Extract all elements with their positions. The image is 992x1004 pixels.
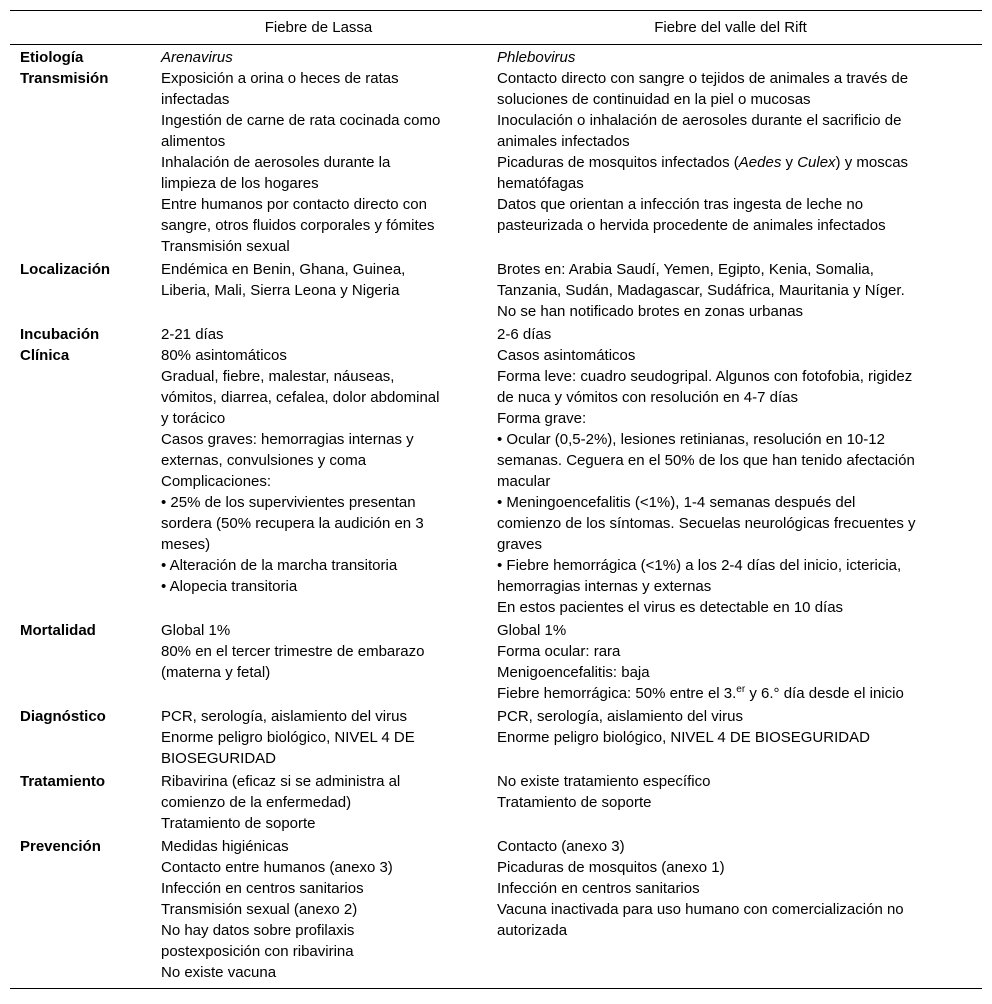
row-label: Incubación: [20, 326, 100, 343]
row-label: Localización: [20, 261, 111, 278]
cell-line: Medidas higiénicas: [161, 838, 289, 855]
cell-line: (materna y fetal): [161, 664, 271, 681]
cell-lassa: [150, 324, 487, 345]
cell-line: Vacuna inactivada para uso humano con comercialización no: [497, 901, 904, 918]
cell-rift: [487, 324, 982, 345]
cell-line: 2-6 días: [497, 326, 552, 343]
cell-line: Forma ocular: rara: [497, 643, 621, 660]
cell-line: 80% en el tercer trimestre de embarazo: [161, 643, 425, 660]
cell-line: • Alopecia transitoria: [161, 578, 298, 595]
table-header-row: [10, 11, 982, 45]
cell-line: Contacto (anexo 3): [497, 838, 625, 855]
cell-line: soluciones de continuidad en la piel o mucosas: [497, 91, 811, 108]
row-tratamiento: [10, 771, 982, 834]
cell-line: Global 1%: [161, 622, 231, 639]
cell-line: Liberia, Mali, Sierra Leona y Nigeria: [161, 282, 400, 299]
cell-line: meses): [161, 536, 211, 553]
cell-line: Infección en centros sanitarios: [497, 880, 700, 897]
cell-rift: [487, 47, 982, 68]
cell-lassa: [150, 771, 487, 834]
cell-line: Casos asintomáticos: [497, 347, 636, 364]
cell-line: Tratamiento de soporte: [497, 794, 652, 811]
cell-line: comienzo de la enfermedad): [161, 794, 352, 811]
cell-line: sangre, otros fluidos corporales y fómites: [161, 217, 435, 234]
row-localizacion: [10, 259, 982, 322]
cell-line: No existe vacuna: [161, 964, 277, 981]
row-label: Clínica: [20, 347, 70, 364]
cell-line: de nuca y vómitos con resolución en 4-7 días: [497, 389, 799, 406]
cell-line: sordera (50% recupera la audición en 3: [161, 515, 424, 532]
row-label: Transmisión: [20, 70, 109, 87]
cell-line: BIOSEGURIDAD: [161, 750, 277, 767]
cell-line: Global 1%: [497, 622, 567, 639]
cell-line: Arenavirus: [161, 49, 233, 66]
cell-line: • Meningoencefalitis (<1%), 1-4 semanas después del: [497, 494, 856, 511]
cell-line: infectadas: [161, 91, 230, 108]
cell-line: No se han notificado brotes en zonas urbanas: [497, 303, 804, 320]
cell-line: Contacto directo con sangre o tejidos de animales a través de: [497, 70, 909, 87]
cell-line: Infección en centros sanitarios: [161, 880, 364, 897]
cell-rift: [487, 345, 982, 618]
row-etiologia: [10, 47, 982, 68]
cell-lassa: [150, 706, 487, 769]
cell-line: PCR, serología, aislamiento del virus: [161, 708, 407, 725]
cell-line: postexposición con ribavirina: [161, 943, 354, 960]
cell-line: 2-21 días: [161, 326, 224, 343]
row-prevencion: [10, 836, 982, 983]
cell-line: Ribavirina (eficaz si se administra al: [161, 773, 401, 790]
cell-line: Forma grave:: [497, 410, 587, 427]
cell-line: • Ocular (0,5-2%), lesiones retinianas, resolución en 10-12: [497, 431, 885, 448]
header-lassa: Fiebre de Lassa: [264, 19, 373, 36]
cell-line: autorizada: [497, 922, 568, 939]
row-diagnostico: [10, 706, 982, 769]
cell-line: Exposición a orina o heces de ratas: [161, 70, 399, 87]
cell-rift: [487, 620, 982, 704]
cell-line: • Fiebre hemorrágica (<1%) a los 2-4 días del inicio, ictericia,: [497, 557, 902, 574]
text-fragment: y 6.° día desde el inicio: [745, 685, 904, 702]
cell-line: semanas. Ceguera en el 50% de los que han tenido afectación: [497, 452, 915, 469]
cell-line: macular: [497, 473, 551, 490]
cell-line: alimentos: [161, 133, 226, 150]
row-label: Prevención: [20, 838, 101, 855]
cell-line: Transmisión sexual (anexo 2): [161, 901, 358, 918]
cell-line: graves: [497, 536, 543, 553]
cell-rift: [487, 706, 982, 748]
row-transmision: [10, 68, 982, 257]
cell-line: Inoculación o inhalación de aerosoles durante el sacrificio de: [497, 112, 902, 129]
cell-line: Datos que orientan a infección tras ingesta de leche no: [497, 196, 864, 213]
cell-line: Picaduras de mosquitos (anexo 1): [497, 859, 725, 876]
row-label: Tratamiento: [20, 773, 106, 790]
cell-line: • Alteración de la marcha transitoria: [161, 557, 398, 574]
cell-line: y torácico: [161, 410, 226, 427]
row-label: Mortalidad: [20, 622, 96, 639]
header-rift: Fiebre del valle del Rift: [654, 19, 807, 36]
cell-line: Contacto entre humanos (anexo 3): [161, 859, 393, 876]
cell-line: [497, 683, 974, 704]
cell-line: externas, convulsiones y coma: [161, 452, 367, 469]
cell-lassa: [150, 836, 487, 983]
cell-line: Endémica en Benin, Ghana, Guinea,: [161, 261, 406, 278]
cell-line: Brotes en: Arabia Saudí, Yemen, Egipto, Kenia, Somalia,: [497, 261, 874, 278]
cell-line: PCR, serología, aislamiento del virus: [497, 708, 743, 725]
cell-line: Enorme peligro biológico, NIVEL 4 DE BIOSEGURIDAD: [497, 729, 870, 746]
cell-line: No existe tratamiento específico: [497, 773, 711, 790]
cell-lassa: [150, 620, 487, 683]
cell-line: Forma leve: cuadro seudogripal. Algunos con fotofobia, rigidez: [497, 368, 913, 385]
superscript: er: [736, 684, 746, 695]
text-fragment: Fiebre hemorrágica: 50% entre el 3.: [497, 685, 737, 702]
cell-line: [497, 152, 974, 173]
cell-line: Tratamiento de soporte: [161, 815, 316, 832]
cell-line: Ingestión de carne de rata cocinada como: [161, 112, 441, 129]
row-label: Diagnóstico: [20, 708, 106, 725]
cell-line: • 25% de los supervivientes presentan: [161, 494, 416, 511]
cell-lassa: [150, 47, 487, 68]
cell-line: No hay datos sobre profilaxis: [161, 922, 355, 939]
cell-line: Complicaciones:: [161, 473, 272, 490]
cell-rift: [487, 259, 982, 322]
cell-line: Phlebovirus: [497, 49, 576, 66]
row-incubacion: [10, 324, 982, 345]
row-clinica: [10, 345, 982, 618]
row-mortalidad: [10, 620, 982, 704]
cell-rift: [487, 771, 982, 813]
text-fragment: Culex: [797, 154, 836, 171]
text-fragment: ) y moscas: [835, 154, 909, 171]
cell-lassa: [150, 259, 487, 301]
cell-line: Tanzania, Sudán, Madagascar, Sudáfrica, Mauritania y Níger.: [497, 282, 905, 299]
cell-lassa: [150, 68, 487, 257]
cell-rift: [487, 68, 982, 236]
comparison-table: [10, 10, 982, 989]
cell-line: animales infectados: [497, 133, 630, 150]
text-fragment: y: [781, 154, 798, 171]
cell-line: Gradual, fiebre, malestar, náuseas,: [161, 368, 395, 385]
cell-line: En estos pacientes el virus es detectable en 10 días: [497, 599, 844, 616]
text-fragment: Aedes: [738, 154, 782, 171]
cell-line: hematófagas: [497, 175, 584, 192]
cell-lassa: [150, 345, 487, 597]
cell-line: pasteurizada o hervida procedente de animales infectados: [497, 217, 886, 234]
cell-line: vómitos, diarrea, cefalea, dolor abdominal: [161, 389, 440, 406]
cell-line: Casos graves: hemorragias internas y: [161, 431, 414, 448]
cell-line: Inhalación de aerosoles durante la: [161, 154, 391, 171]
cell-line: comienzo de los síntomas. Secuelas neurológicas frecuentes y: [497, 515, 916, 532]
cell-line: Enorme peligro biológico, NIVEL 4 DE: [161, 729, 415, 746]
cell-line: Entre humanos por contacto directo con: [161, 196, 427, 213]
cell-rift: [487, 836, 982, 941]
cell-line: limpieza de los hogares: [161, 175, 319, 192]
cell-line: Menigoencefalitis: baja: [497, 664, 650, 681]
cell-line: 80% asintomáticos: [161, 347, 287, 364]
cell-line: Transmisión sexual: [161, 238, 290, 255]
text-fragment: Picaduras de mosquitos infectados (: [497, 154, 739, 171]
cell-line: hemorragias internas y externas: [497, 578, 712, 595]
row-label: Etiología: [20, 49, 84, 66]
